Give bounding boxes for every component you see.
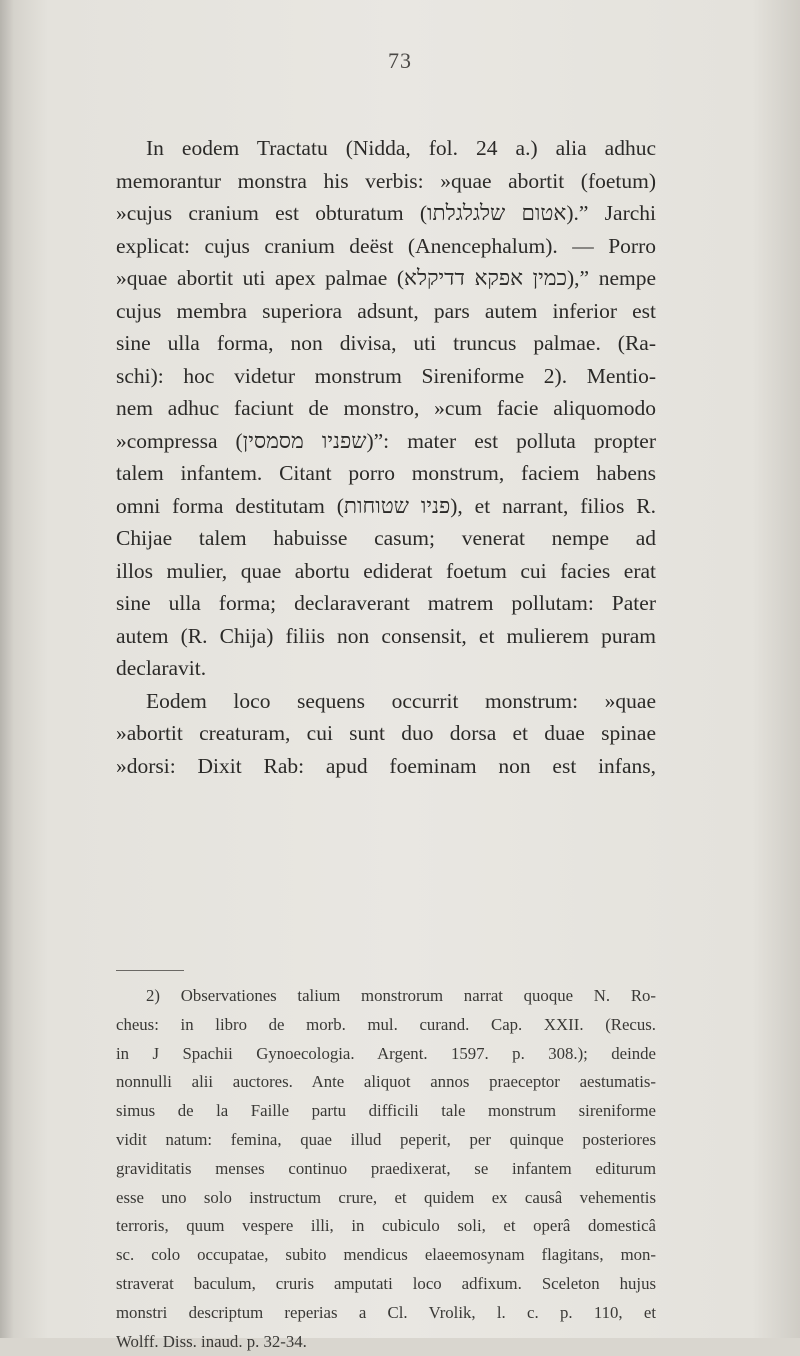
footnote-line: Wolff. Diss. inaud. p. 32-34. xyxy=(116,1331,307,1351)
footnote-line: straverat baculum, cruris amputati loco adfixum. Sceleton hujus xyxy=(116,1273,656,1293)
text-line: memorantur monstra his verbis: »quae abortit (foetum) xyxy=(116,168,656,193)
text-line: nem adhuc faciunt de monstro, »cum facie aliquomodo xyxy=(116,396,656,420)
text-line: Eodem loco sequens occurrit monstrum: »quae xyxy=(146,688,656,713)
footnote-line: sc. colo occupatae, subito mendicus elaeemosynam flagitans, mon- xyxy=(116,1245,656,1265)
text-line: sine ulla forma, non divisa, uti truncus palmae. (Ra- xyxy=(116,331,656,355)
page-gutter-shadow xyxy=(0,0,14,1338)
text-line: omni forma destitutam (פניו שטוחות), et narrant, filios R. xyxy=(116,493,656,518)
text-line: illos mulier, quae abortu ediderat foetum cui facies erat xyxy=(116,558,656,583)
footnote-line: terroris, quum vespere illi, in cubiculo soli, et operâ domesticâ xyxy=(116,1216,656,1236)
text-line: autem (R. Chija) filiis non consensit, et mulierem puram xyxy=(116,623,656,648)
footnote-line: cheus: in libro de morb. mul. curand. Cap. XXII. (Recus. xyxy=(116,1014,656,1034)
text-line: declaravit. xyxy=(116,656,207,680)
footnote-line: vidit natum: femina, quae illud peperit, per quinque posteriores xyxy=(116,1129,656,1149)
text-line: »dorsi: Dixit Rab: apud foeminam non est infans, xyxy=(116,753,656,778)
footnote-line: esse uno solo instructum crure, et quidem ex causâ vehementis xyxy=(116,1187,656,1207)
text-line: cujus membra superiora adsunt, pars autem inferior est xyxy=(116,298,656,323)
main-text xyxy=(116,132,656,782)
text-line: talem infantem. Citant porro monstrum, faciem habens xyxy=(116,461,656,485)
footnote-line: 2) Observationes talium monstrorum narrat quoque N. Ro- xyxy=(146,986,656,1005)
text-line: schi): hoc videtur monstrum Sireniforme 2). Mentio- xyxy=(116,363,656,388)
footnote-line: monstri descriptum reperias a Cl. Vrolik, l. c. p. 110, et xyxy=(116,1302,656,1322)
text-line: »quae abortit uti apex palmae (כמין אפקא דדיקלא),” nempe xyxy=(116,266,656,290)
page-number: 73 xyxy=(388,48,412,73)
footnote-line: in J Spachii Gynoecologia. Argent. 1597. p. 308.); deinde xyxy=(116,1043,656,1063)
footnote-block xyxy=(116,982,656,1356)
text-line: »abortit creaturam, cui sunt duo dorsa et duae spinae xyxy=(116,721,656,745)
text-line: In eodem Tractatu (Nidda, fol. 24 a.) alia adhuc xyxy=(146,136,656,160)
footnote-line: graviditatis menses continuo praedixerat, se infantem editurum xyxy=(116,1158,656,1178)
footnote-line: simus de la Faille partu difficili tale monstrum sireniforme xyxy=(116,1101,656,1121)
text-line: explicat: cujus cranium deëst (Anencephalum). — Porro xyxy=(116,233,656,258)
text-line: Chijae talem habuisse casum; venerat nempe ad xyxy=(116,526,656,550)
text-line: sine ulla forma; declaraverant matrem pollutam: Pater xyxy=(116,591,656,615)
footnote-line: nonnulli alii auctores. Ante aliquot annos praeceptor aestumatis- xyxy=(116,1072,656,1092)
text-line: »compressa (שפניו מסמסין)”: mater est polluta propter xyxy=(116,428,656,453)
text-line: »cujus cranium est obturatum (אטום שלגלגלתו).” Jarchi xyxy=(116,201,657,225)
footnote-rule xyxy=(116,970,184,971)
